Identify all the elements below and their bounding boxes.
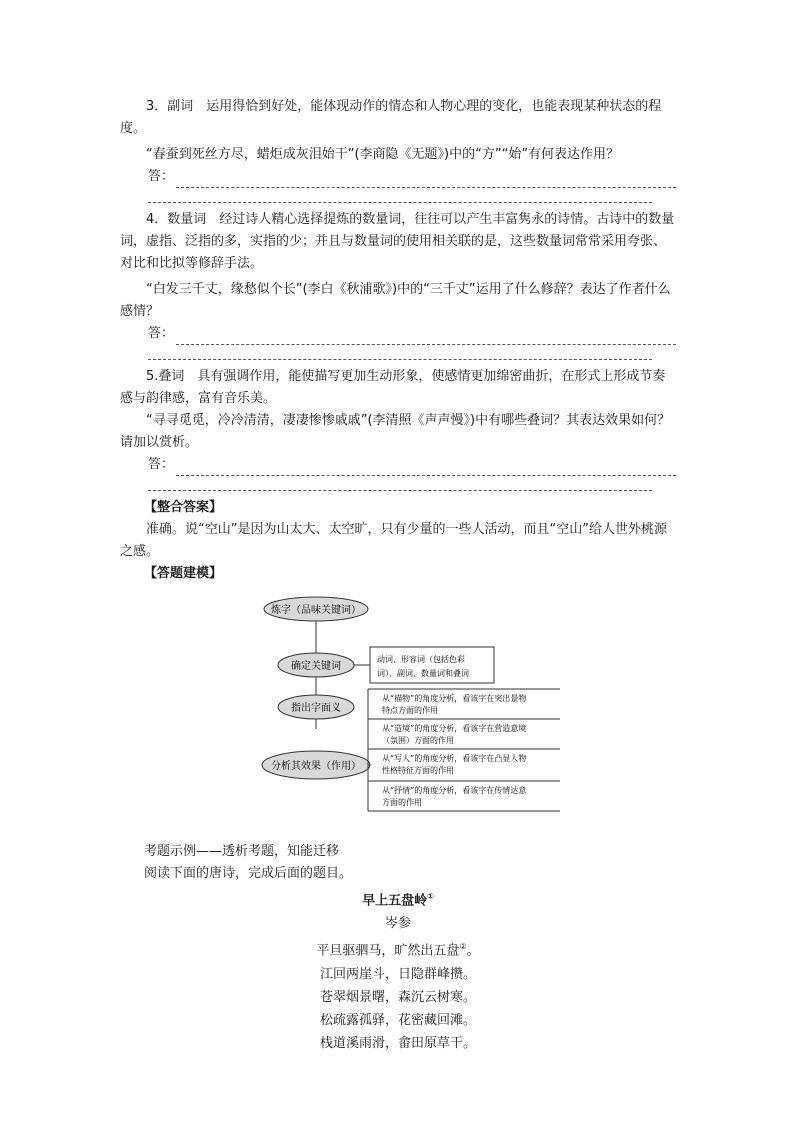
answer-blank xyxy=(148,476,652,491)
effect-3-line1: 从“写人”的角度分析，看该字在凸显人物 xyxy=(382,754,527,763)
answer-line[interactable] xyxy=(120,323,676,345)
section-heading: 4．数量词 xyxy=(146,212,207,227)
poem-title xyxy=(120,885,676,912)
section-numeral-desc xyxy=(120,209,676,275)
answer-line[interactable] xyxy=(120,454,676,476)
node-top-label: 炼字（品味关键词） xyxy=(271,605,361,616)
example-instruction: 阅读下面的唐诗，完成后面的题目。 xyxy=(144,866,353,881)
poem-line xyxy=(120,935,676,962)
poem-line: 栈道溪雨滑，畲田原草干。 xyxy=(319,1035,476,1051)
section-reduplication-desc xyxy=(120,366,676,410)
answer-modeling-label: 【答题建模】 xyxy=(144,566,223,581)
keyword-box-line1: 动词、形容词（包括色彩 xyxy=(377,655,465,664)
answer-line[interactable] xyxy=(120,166,676,188)
section-heading: 3．副词 xyxy=(146,99,194,114)
answer-blank xyxy=(176,461,676,476)
answer-label: 答： xyxy=(148,326,175,341)
effect-2-line1: 从“造境”的角度分析，看该字在营造意境 xyxy=(382,724,527,733)
poem xyxy=(120,885,676,1055)
poem-line: 松疏露孤驿，花密藏回滩。 xyxy=(319,1012,476,1028)
section-text: 具有强调作用，能使描写更加生动形象，使感情更加绵密曲折，在形式上形成节奏感与韵律感，富有音乐美。 xyxy=(120,369,666,406)
answer-model-diagram xyxy=(120,593,676,833)
integrated-answer-text: 准确。说“空山”是因为山太大、太空旷，只有少量的一些人活动，而且“空山”给人世外桃源之感。 xyxy=(120,522,667,559)
footnote-marker: ② xyxy=(459,942,467,952)
answer-blank xyxy=(148,345,652,360)
answer-label: 答： xyxy=(148,169,175,184)
question-text: “春蚕到死丝方尽，蜡炬成灰泪始干”(李商隐《无题》)中的“方”“始”有何表达作用？ xyxy=(146,147,620,162)
effect-2-line2: （氛围）方面的作用 xyxy=(382,736,454,745)
section-text: 运用得恰到好处，能体现动作的情态和人物心理的变化，也能表现某种状态的程度。 xyxy=(120,99,662,136)
effect-3-line2: 性格特征方面的作用 xyxy=(382,766,454,775)
effect-1-line1: 从“描物”的角度分析，看该字在突出景物 xyxy=(382,694,527,703)
section-adverb-desc xyxy=(120,96,676,140)
example-heading: 考题示例——透析考题，知能迁移 xyxy=(144,844,340,859)
question-text: “白发三千丈，缘愁似个长”(李白《秋浦歌》)中的“三千丈”运用了什么修辞？表达了作者什么感情？ xyxy=(120,282,671,319)
effect-4-line1: 从“抒情”的角度分析，看该字在传情达意 xyxy=(382,786,527,795)
answer-blank xyxy=(148,188,652,203)
node-effect-label: 分析其效果（作用） xyxy=(271,761,361,772)
integrated-answer-label: 【整合答案】 xyxy=(144,500,223,515)
effect-1-line2: 特点方面的作用 xyxy=(382,706,438,715)
answer-blank xyxy=(176,330,676,345)
poem-title-text: 早上五盘岭 xyxy=(362,893,428,909)
node-meaning-label: 指出字面义 xyxy=(291,703,341,714)
section-heading: 5.叠词 xyxy=(146,369,185,384)
keyword-box-line2: 词）、副词、数量词和叠词 xyxy=(377,669,469,678)
question-text: “寻寻觅觅，冷冷清清，凄凄惨惨戚戚”(李清照《声声慢》)中有哪些叠词？其表达效果如何？请加以赏析。 xyxy=(120,413,671,450)
section-text: 经过诗人精心选择提炼的数量词，往往可以产生丰富隽永的诗情。古诗中的数量词，虚指、泛指的多，实指的少；并且与数量词的使用相关联的是，这些数量词常常采用夸张、对比和比拟等修辞手法。 xyxy=(120,212,675,271)
poem-line-end: 。 xyxy=(466,943,480,959)
node-keyword-label: 确定关键词 xyxy=(291,661,341,672)
poem-line: 苍翠烟景曙，森沉云树寒。 xyxy=(319,989,476,1005)
answer-label: 答： xyxy=(148,457,175,472)
poem-line-text: 平旦驱驷马，旷然出五盘 xyxy=(316,943,460,959)
document-body xyxy=(120,96,676,1055)
footnote-marker: ① xyxy=(427,892,434,901)
effect-4-line2: 方面的作用 xyxy=(382,798,422,807)
answer-blank xyxy=(176,173,676,188)
poem-line: 江回两崖斗，日隐群峰攒。 xyxy=(319,966,476,982)
poem-author: 岑参 xyxy=(384,916,411,932)
